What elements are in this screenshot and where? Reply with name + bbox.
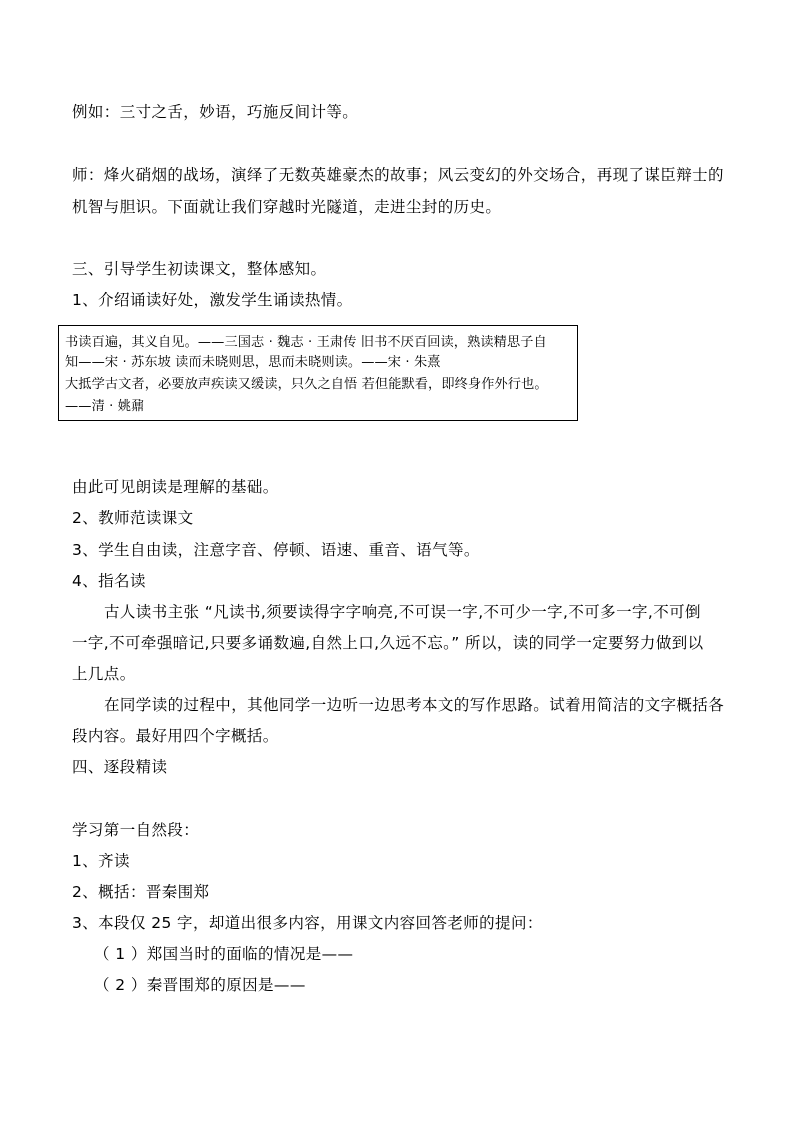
step-4-text: 4、指名读 [72,572,146,590]
paragraph-1-line-1: 古人读书主张 “凡读书,须要读得字字响亮,不可误一字,不可少一字,不可多一字,不可倒 [104,603,701,621]
step-3-text: 3、学生自由读，注意字音、停顿、语速、重音、语气等。 [72,541,480,559]
quote-line-2: 知——宋 · 苏东坡 读而未晓则思，思而未晓则读。——宋 · 朱熹 [65,355,441,370]
study-paragraph-1-heading: 学习第一自然段： [72,821,200,839]
section-3-heading: 三、引导学生初读课文，整体感知。 [72,260,327,278]
study-step-2-text: 2、概括：晋秦围郑 [72,883,210,901]
quote-line-4: ——清 · 姚鼐 [65,399,145,414]
teacher-intro-line-2: 机智与胆识。下面就让我们穿越时光隧道，走进尘封的历史。 [72,198,502,216]
paragraph-2-line-1: 在同学读的过程中，其他同学一边听一边思考本文的写作思路。试着用简洁的文字概括各 [104,696,725,714]
quote-line-3: 大抵学古文者，必要放声疾读又缓读，只久之自悟 若但能默看，即终身作外行也。 [65,377,548,392]
conclusion-line: 由此可见朗读是理解的基础。 [72,478,279,496]
quotation-box [58,325,578,421]
paragraph-1-line-3: 上几点。 [72,665,136,683]
step-2-text: 2、教师范读课文 [72,509,194,527]
paragraph-1-line-2: 一字,不可牵强暗记,只要多诵数遍,自然上口,久远不忘。” 所以，读的同学一定要努力做到以 [72,634,704,652]
study-step-1-text: 1、齐读 [72,852,130,870]
question-1: （ 1 ）郑国当时的面临的情况是—— [94,945,354,963]
quote-line-1: 书读百遍，其义自见。——三国志 · 魏志 · 王肃传 旧书不厌百回读，熟读精思子自 [65,335,547,350]
teacher-intro-line-1: 师：烽火硝烟的战场，演绎了无数英雄豪杰的故事；风云变幻的外交场合，再现了谋臣辩士的 [72,166,724,184]
paragraph-2-line-2: 段内容。最好用四个字概括。 [72,727,279,745]
section-4-heading: 四、逐段精读 [72,758,168,776]
study-step-3-text: 3、本段仅 25 字，却道出很多内容，用课文内容回答老师的提问： [72,914,543,932]
question-2: （ 2 ）秦晋围郑的原因是—— [94,976,306,994]
example-line: 例如：三寸之舌，妙语，巧施反间计等。 [72,103,359,121]
step-1-text: 1、介绍诵读好处，激发学生诵读热情。 [72,291,353,309]
